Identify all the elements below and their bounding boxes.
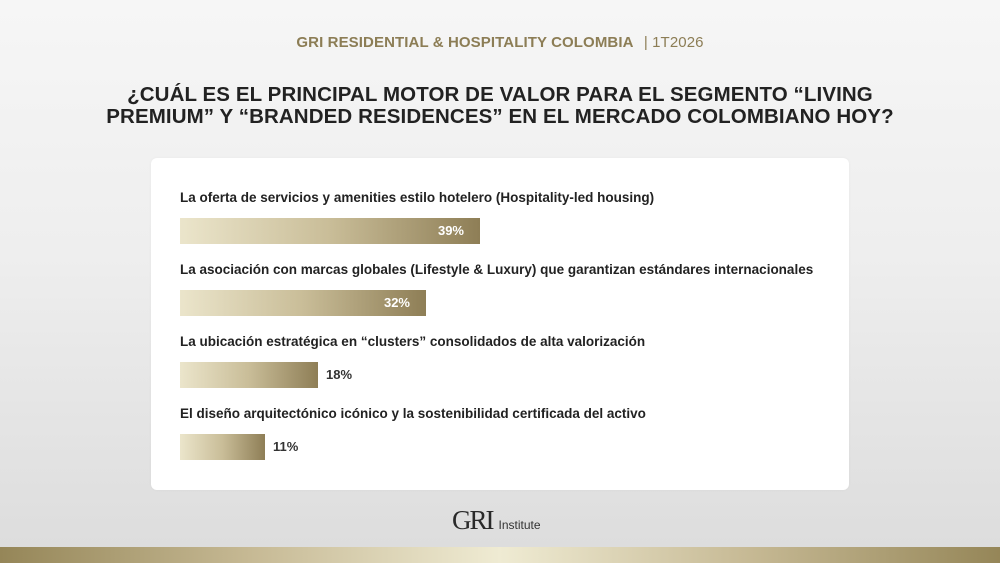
result-label: El diseño arquitectónico icónico y la sostenibilidad certificada del activo	[180, 406, 646, 421]
gri-logo-mark: GRI	[452, 505, 493, 535]
results-card	[151, 158, 849, 490]
result-bar	[180, 362, 318, 388]
result-label: La oferta de servicios y amenities estilo hotelero (Hospitality-led housing)	[180, 190, 655, 205]
result-bar	[180, 290, 426, 316]
result-item	[180, 189, 654, 244]
bar-row	[180, 434, 646, 460]
result-label: La ubicación estratégica en “clusters” consolidados de alta valorización	[180, 334, 646, 349]
gri-institute-logo	[452, 505, 541, 533]
result-value: 39%	[437, 223, 464, 238]
result-item	[180, 333, 645, 388]
result-bar	[180, 434, 265, 460]
question-title: ¿CUÁL ES EL PRINCIPAL MOTOR DE VALOR PARA EL SEGMENTO “LIVING PREMIUM” Y “BRANDED RESIDENCES” EN EL MERCADO COLOMBIANO HOY?	[106, 83, 894, 128]
bar-row	[180, 290, 813, 316]
bar-row	[180, 362, 645, 388]
result-bar	[180, 218, 480, 244]
decorative-footer-band	[0, 547, 1000, 563]
result-item	[180, 405, 646, 460]
event-brand: GRI RESIDENTIAL & HOSPITALITY COLOMBIA	[296, 34, 634, 51]
bar-row	[180, 218, 654, 244]
result-value: 32%	[383, 295, 410, 310]
result-value: 18%	[326, 367, 353, 382]
event-period: | 1T2026	[643, 34, 704, 51]
logo-text: Institute	[498, 518, 541, 532]
survey-header	[0, 34, 1000, 51]
result-label: La asociación con marcas globales (Lifestyle & Luxury) que garantizan estándares internacionales	[180, 262, 814, 277]
result-item	[180, 261, 813, 316]
result-value: 11%	[273, 439, 299, 454]
